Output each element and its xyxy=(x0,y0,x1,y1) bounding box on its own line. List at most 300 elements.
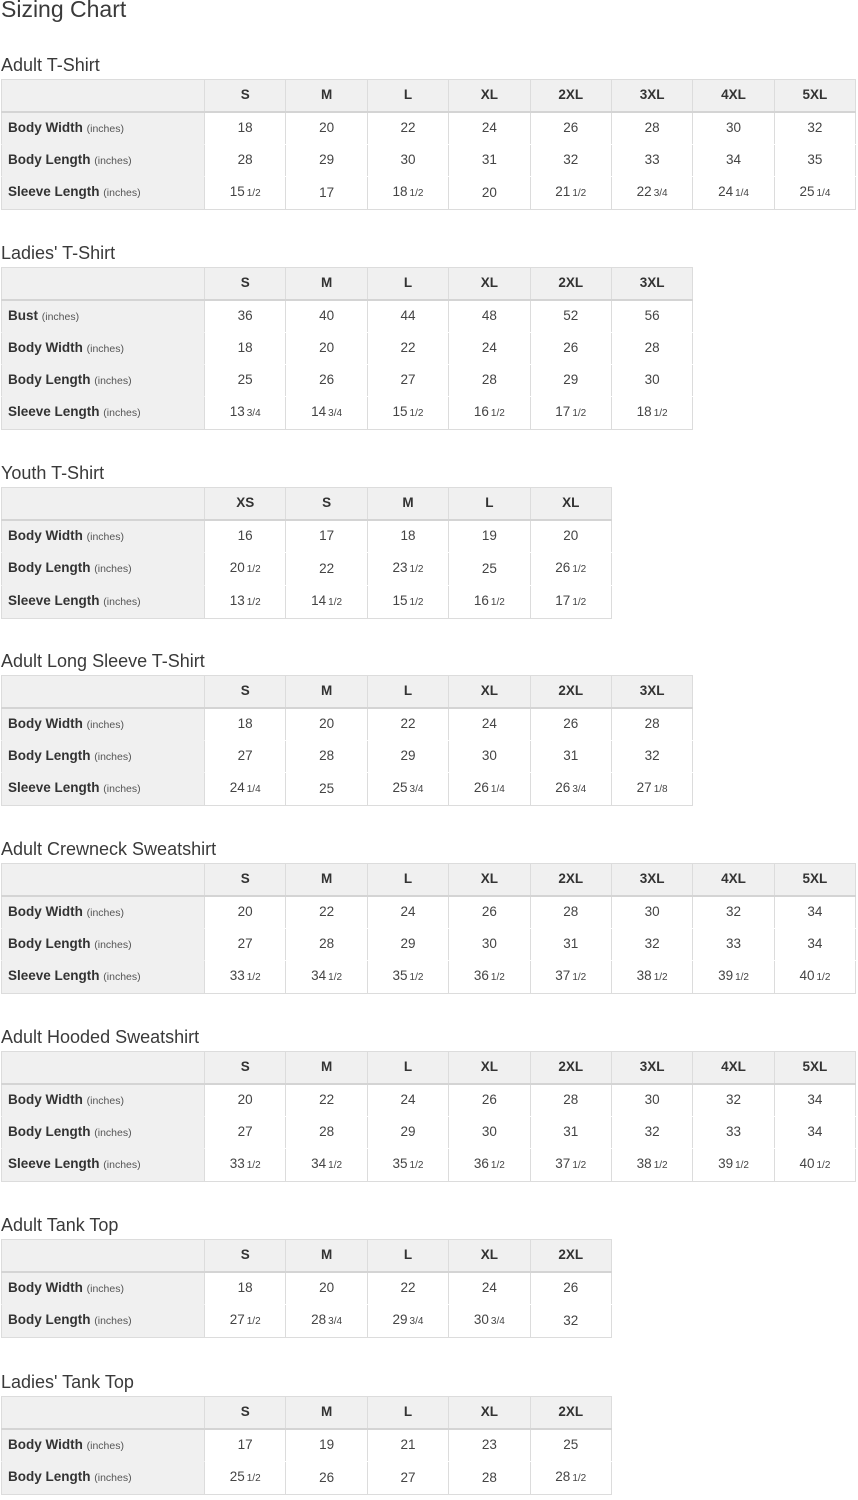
measurement-fraction: 1/2 xyxy=(572,971,587,983)
table-row xyxy=(2,176,856,209)
measurement-cell xyxy=(449,396,530,429)
measurement-whole: 24 xyxy=(481,1280,497,1296)
measurement-fraction: 1/2 xyxy=(653,1159,668,1171)
measurement-whole: 26 xyxy=(319,372,335,388)
measurement-whole: 23 xyxy=(481,1437,497,1453)
row-label-cell xyxy=(2,772,205,805)
row-label-cell xyxy=(2,396,205,429)
measurement-fraction: 1/2 xyxy=(572,596,587,608)
table-row xyxy=(2,1429,612,1462)
measurement-whole: 27 xyxy=(237,936,253,952)
size-header: XL xyxy=(449,1052,530,1084)
table-row xyxy=(2,112,856,145)
measurement-whole: 31 xyxy=(563,1124,579,1140)
measurement-cell xyxy=(693,896,774,929)
table-row xyxy=(2,585,612,618)
row-label: Body Width xyxy=(8,903,83,919)
measurement-fraction: 1/2 xyxy=(246,1315,261,1327)
measurement-cell xyxy=(774,1084,855,1117)
measurement-whole: 20 xyxy=(319,716,335,732)
measurement-whole: 38 xyxy=(636,967,652,983)
measurement-cell xyxy=(611,960,692,993)
row-label: Body Width xyxy=(8,1436,83,1452)
measurement-cell xyxy=(693,1116,774,1148)
measurement-whole: 24 xyxy=(400,1092,416,1108)
measurement-whole: 32 xyxy=(644,1124,660,1140)
row-label-cell xyxy=(2,520,205,553)
measurement-whole: 14 xyxy=(311,592,327,608)
row-unit: (inches) xyxy=(103,596,141,609)
measurement-fraction: 1/2 xyxy=(490,407,505,419)
measurement-whole: 33 xyxy=(644,152,660,168)
size-header: 4XL xyxy=(693,80,774,112)
size-table-adult-tank xyxy=(1,1239,612,1338)
measurement-cell xyxy=(205,928,286,960)
row-label-cell xyxy=(2,144,205,176)
measurement-whole: 18 xyxy=(237,1280,253,1296)
measurement-fraction: 3/4 xyxy=(572,783,587,795)
measurement-whole: 18 xyxy=(237,716,253,732)
row-label-cell xyxy=(2,708,205,741)
size-header: L xyxy=(449,488,530,520)
header-row xyxy=(2,1240,612,1272)
measurement-fraction: 1/8 xyxy=(653,783,668,795)
measurement-cell xyxy=(205,332,286,364)
row-unit: (inches) xyxy=(86,1094,124,1107)
table-row xyxy=(2,144,856,176)
measurement-whole: 20 xyxy=(319,1280,335,1296)
measurement-whole: 29 xyxy=(392,1311,408,1327)
row-unit: (inches) xyxy=(94,1126,132,1139)
size-table-adult-long-sleeve xyxy=(1,675,693,806)
row-unit: (inches) xyxy=(94,1315,132,1328)
size-header: 2XL xyxy=(530,1052,611,1084)
row-unit: (inches) xyxy=(86,718,124,731)
header-row xyxy=(2,676,693,708)
size-header: M xyxy=(286,676,367,708)
measurement-whole: 38 xyxy=(636,1155,652,1171)
measurement-cell xyxy=(449,176,530,209)
measurement-fraction: 1/2 xyxy=(816,1159,831,1171)
size-table-adult-tshirt xyxy=(1,79,856,210)
measurement-fraction: 1/2 xyxy=(246,563,261,575)
measurement-cell xyxy=(367,740,448,772)
size-header: 5XL xyxy=(774,864,855,896)
measurement-cell xyxy=(367,1461,448,1494)
measurement-cell xyxy=(449,1272,530,1305)
measurement-cell xyxy=(367,364,448,396)
measurement-whole: 13 xyxy=(229,592,245,608)
table-row xyxy=(2,552,612,585)
size-table-adult-hooded xyxy=(1,1051,856,1182)
measurement-fraction: 1/2 xyxy=(653,407,668,419)
measurement-whole: 28 xyxy=(319,748,335,764)
measurement-whole: 25 xyxy=(481,560,497,576)
measurement-cell xyxy=(611,708,692,741)
size-header: M xyxy=(286,1397,367,1429)
measurement-whole: 16 xyxy=(237,528,253,544)
row-label: Body Width xyxy=(8,1279,83,1295)
table-row xyxy=(2,896,856,929)
table-row xyxy=(2,1084,856,1117)
measurement-fraction: 1/2 xyxy=(572,1159,587,1171)
size-header: XL xyxy=(449,80,530,112)
row-label-cell xyxy=(2,1304,205,1337)
measurement-cell xyxy=(367,1429,448,1462)
corner-cell xyxy=(2,488,205,520)
measurement-cell xyxy=(367,520,448,553)
size-header: 3XL xyxy=(611,1052,692,1084)
measurement-cell xyxy=(205,740,286,772)
measurement-fraction: 1/2 xyxy=(572,563,587,575)
row-label: Body Width xyxy=(8,1091,83,1107)
measurement-whole: 34 xyxy=(311,967,327,983)
size-header: L xyxy=(367,1240,448,1272)
row-label: Sleeve Length xyxy=(8,968,100,984)
size-header: S xyxy=(205,1052,286,1084)
row-label-cell xyxy=(2,960,205,993)
measurement-cell xyxy=(449,1461,530,1494)
measurement-cell xyxy=(530,708,611,741)
measurement-whole: 31 xyxy=(481,152,497,168)
measurement-fraction: 1/2 xyxy=(735,971,749,983)
measurement-whole: 25 xyxy=(563,1437,579,1453)
measurement-cell xyxy=(286,1272,367,1305)
measurement-whole: 27 xyxy=(400,1469,416,1485)
measurement-cell xyxy=(205,396,286,429)
measurement-cell xyxy=(530,772,611,805)
measurement-cell xyxy=(530,1461,611,1494)
size-header: M xyxy=(286,1240,367,1272)
measurement-cell xyxy=(530,1084,611,1117)
row-label: Body Width xyxy=(8,119,83,135)
measurement-cell xyxy=(611,1084,692,1117)
measurement-whole: 18 xyxy=(237,120,253,136)
measurement-fraction: 1/2 xyxy=(816,971,831,983)
measurement-cell xyxy=(774,960,855,993)
row-label: Sleeve Length xyxy=(8,404,100,420)
row-label-cell xyxy=(2,1461,205,1494)
measurement-fraction: 1/4 xyxy=(490,783,505,795)
measurement-whole: 16 xyxy=(473,592,489,608)
table-row xyxy=(2,332,693,364)
measurement-cell xyxy=(611,144,692,176)
size-header: S xyxy=(286,488,367,520)
measurement-whole: 26 xyxy=(555,779,571,795)
measurement-cell xyxy=(205,585,286,618)
section-title: Adult Long Sleeve T-Shirt xyxy=(1,651,205,671)
measurement-fraction: 1/2 xyxy=(572,407,587,419)
table-row xyxy=(2,1272,612,1305)
measurement-whole: 20 xyxy=(319,340,335,356)
measurement-whole: 27 xyxy=(229,1311,245,1327)
corner-cell xyxy=(2,1052,205,1084)
measurement-cell xyxy=(449,552,530,585)
measurement-whole: 17 xyxy=(237,1437,253,1453)
section-youth-tshirt xyxy=(1,458,612,619)
measurement-cell xyxy=(286,1304,367,1337)
size-header: XL xyxy=(449,268,530,300)
measurement-fraction: 1/2 xyxy=(246,1159,261,1171)
measurement-whole: 39 xyxy=(718,967,734,983)
measurement-whole: 32 xyxy=(726,904,742,920)
measurement-whole: 29 xyxy=(319,152,335,168)
measurement-whole: 28 xyxy=(644,120,660,136)
measurement-cell xyxy=(367,1116,448,1148)
measurement-cell xyxy=(367,1304,448,1337)
measurement-cell xyxy=(205,300,286,333)
table-row xyxy=(2,1116,856,1148)
measurement-whole: 22 xyxy=(400,716,416,732)
measurement-cell xyxy=(286,1116,367,1148)
size-header: M xyxy=(286,80,367,112)
measurement-whole: 30 xyxy=(481,1124,497,1140)
size-header: 3XL xyxy=(611,864,692,896)
measurement-cell xyxy=(205,896,286,929)
measurement-whole: 37 xyxy=(555,967,571,983)
measurement-cell xyxy=(774,896,855,929)
measurement-cell xyxy=(774,928,855,960)
header-row xyxy=(2,488,612,520)
measurement-cell xyxy=(367,708,448,741)
measurement-cell xyxy=(205,520,286,553)
measurement-whole: 31 xyxy=(563,936,579,952)
row-unit: (inches) xyxy=(94,1472,132,1485)
measurement-whole: 32 xyxy=(726,1092,742,1108)
size-header: 3XL xyxy=(611,80,692,112)
measurement-cell xyxy=(449,960,530,993)
row-label-cell xyxy=(2,364,205,396)
measurement-whole: 34 xyxy=(311,1155,327,1171)
row-label-cell xyxy=(2,585,205,618)
measurement-whole: 32 xyxy=(644,936,660,952)
measurement-whole: 21 xyxy=(555,183,571,199)
measurement-cell xyxy=(205,1116,286,1148)
measurement-cell xyxy=(367,772,448,805)
measurement-cell xyxy=(611,1116,692,1148)
table-row xyxy=(2,300,693,333)
measurement-cell xyxy=(205,772,286,805)
measurement-cell xyxy=(205,1272,286,1305)
measurement-cell xyxy=(205,960,286,993)
measurement-fraction: 1/2 xyxy=(409,187,424,199)
table-row xyxy=(2,520,612,553)
section-title: Ladies' Tank Top xyxy=(1,1372,134,1392)
measurement-cell xyxy=(367,928,448,960)
measurement-fraction: 1/2 xyxy=(328,596,343,608)
row-unit: (inches) xyxy=(103,1159,141,1172)
measurement-cell xyxy=(611,364,692,396)
measurement-cell xyxy=(205,176,286,209)
measurement-cell xyxy=(205,364,286,396)
measurement-whole: 28 xyxy=(319,1124,335,1140)
section-title: Ladies' T-Shirt xyxy=(1,243,116,263)
measurement-cell xyxy=(693,928,774,960)
measurement-cell xyxy=(611,396,692,429)
measurement-fraction: 3/4 xyxy=(246,407,261,419)
row-label: Body Length xyxy=(8,1123,91,1139)
measurement-cell xyxy=(530,176,611,209)
measurement-whole: 52 xyxy=(563,308,579,324)
table-row xyxy=(2,772,693,805)
row-label-cell xyxy=(2,1272,205,1305)
row-label: Bust xyxy=(8,307,38,323)
measurement-cell xyxy=(367,960,448,993)
corner-cell xyxy=(2,268,205,300)
measurement-whole: 17 xyxy=(555,403,571,419)
row-unit: (inches) xyxy=(86,1439,124,1452)
row-label-cell xyxy=(2,896,205,929)
measurement-whole: 44 xyxy=(400,308,416,324)
row-label: Body Length xyxy=(8,1469,91,1485)
measurement-whole: 33 xyxy=(726,936,742,952)
measurement-whole: 26 xyxy=(563,120,579,136)
measurement-whole: 56 xyxy=(644,308,660,324)
size-table-ladies-tshirt xyxy=(1,267,693,430)
measurement-whole: 32 xyxy=(563,152,579,168)
size-header: 2XL xyxy=(530,80,611,112)
measurement-whole: 19 xyxy=(319,1437,335,1453)
table-row xyxy=(2,928,856,960)
measurement-cell xyxy=(449,364,530,396)
size-header: S xyxy=(205,1240,286,1272)
section-title: Youth T-Shirt xyxy=(1,463,105,483)
measurement-cell xyxy=(449,1084,530,1117)
measurement-whole: 29 xyxy=(400,936,416,952)
measurement-cell xyxy=(611,1148,692,1181)
measurement-whole: 28 xyxy=(311,1311,327,1327)
measurement-cell xyxy=(286,520,367,553)
measurement-cell xyxy=(449,1148,530,1181)
measurement-cell xyxy=(367,300,448,333)
measurement-cell xyxy=(774,1116,855,1148)
row-label-cell xyxy=(2,1429,205,1462)
measurement-fraction: 1/2 xyxy=(572,187,587,199)
measurement-whole: 25 xyxy=(319,780,335,796)
measurement-whole: 26 xyxy=(473,779,489,795)
measurement-cell xyxy=(286,332,367,364)
size-header: 4XL xyxy=(693,864,774,896)
measurement-cell xyxy=(774,144,855,176)
measurement-cell xyxy=(530,896,611,929)
measurement-whole: 22 xyxy=(400,1280,416,1296)
measurement-whole: 36 xyxy=(473,1155,489,1171)
measurement-cell xyxy=(611,740,692,772)
size-header: S xyxy=(205,80,286,112)
measurement-cell xyxy=(530,396,611,429)
row-unit: (inches) xyxy=(94,154,132,167)
measurement-cell xyxy=(449,112,530,145)
measurement-whole: 40 xyxy=(799,967,815,983)
measurement-cell xyxy=(286,772,367,805)
measurement-fraction: 1/2 xyxy=(328,971,343,983)
size-header: 5XL xyxy=(774,1052,855,1084)
measurement-cell xyxy=(611,332,692,364)
section-ladies-tank xyxy=(1,1367,612,1495)
section-title: Adult Crewneck Sweatshirt xyxy=(1,839,217,859)
table-row xyxy=(2,1461,612,1494)
measurement-cell xyxy=(286,1084,367,1117)
measurement-cell xyxy=(205,1148,286,1181)
size-table-ladies-tank xyxy=(1,1396,612,1495)
measurement-whole: 48 xyxy=(481,308,497,324)
measurement-whole: 32 xyxy=(563,1312,579,1328)
row-unit: (inches) xyxy=(86,342,124,355)
measurement-cell xyxy=(611,300,692,333)
measurement-whole: 15 xyxy=(392,592,408,608)
row-label-cell xyxy=(2,332,205,364)
row-unit: (inches) xyxy=(94,938,132,951)
measurement-whole: 22 xyxy=(400,340,416,356)
measurement-whole: 40 xyxy=(799,1155,815,1171)
size-header: M xyxy=(286,268,367,300)
measurement-whole: 27 xyxy=(400,372,416,388)
measurement-whole: 32 xyxy=(644,748,660,764)
size-header: 3XL xyxy=(611,676,692,708)
measurement-cell xyxy=(286,396,367,429)
size-header: S xyxy=(205,1397,286,1429)
measurement-whole: 36 xyxy=(237,308,253,324)
measurement-cell xyxy=(530,740,611,772)
size-header: 2XL xyxy=(530,676,611,708)
size-header: 2XL xyxy=(530,1397,611,1429)
measurement-cell xyxy=(530,300,611,333)
measurement-cell xyxy=(286,1429,367,1462)
measurement-cell xyxy=(530,1304,611,1337)
measurement-whole: 13 xyxy=(229,403,245,419)
measurement-fraction: 1/2 xyxy=(246,596,261,608)
measurement-fraction: 1/2 xyxy=(246,187,261,199)
measurement-whole: 35 xyxy=(392,1155,408,1171)
measurement-cell xyxy=(530,1116,611,1148)
measurement-cell xyxy=(286,740,367,772)
row-label-cell xyxy=(2,300,205,333)
measurement-fraction: 1/2 xyxy=(490,971,505,983)
measurement-whole: 20 xyxy=(229,559,245,575)
measurement-cell xyxy=(449,896,530,929)
measurement-fraction: 3/4 xyxy=(490,1315,505,1327)
measurement-cell xyxy=(449,708,530,741)
measurement-cell xyxy=(205,1429,286,1462)
row-label-cell xyxy=(2,176,205,209)
measurement-whole: 15 xyxy=(229,183,245,199)
size-header: XL xyxy=(449,1240,530,1272)
section-ladies-tshirt xyxy=(1,238,693,430)
measurement-whole: 28 xyxy=(644,716,660,732)
measurement-cell xyxy=(205,1461,286,1494)
measurement-cell xyxy=(205,1084,286,1117)
measurement-fraction: 1/2 xyxy=(409,1159,424,1171)
row-label-cell xyxy=(2,112,205,145)
measurement-cell xyxy=(693,144,774,176)
measurement-whole: 35 xyxy=(392,967,408,983)
row-label: Body Length xyxy=(8,1312,91,1328)
measurement-whole: 40 xyxy=(319,308,335,324)
size-header: M xyxy=(286,1052,367,1084)
measurement-cell xyxy=(449,520,530,553)
header-row xyxy=(2,80,856,112)
measurement-whole: 21 xyxy=(400,1437,416,1453)
measurement-whole: 29 xyxy=(400,748,416,764)
section-title: Adult Tank Top xyxy=(1,1215,119,1235)
measurement-cell xyxy=(286,928,367,960)
measurement-cell xyxy=(286,708,367,741)
measurement-cell xyxy=(774,176,855,209)
measurement-whole: 34 xyxy=(726,152,742,168)
corner-cell xyxy=(2,864,205,896)
measurement-whole: 28 xyxy=(555,1468,571,1484)
measurement-whole: 32 xyxy=(807,120,823,136)
